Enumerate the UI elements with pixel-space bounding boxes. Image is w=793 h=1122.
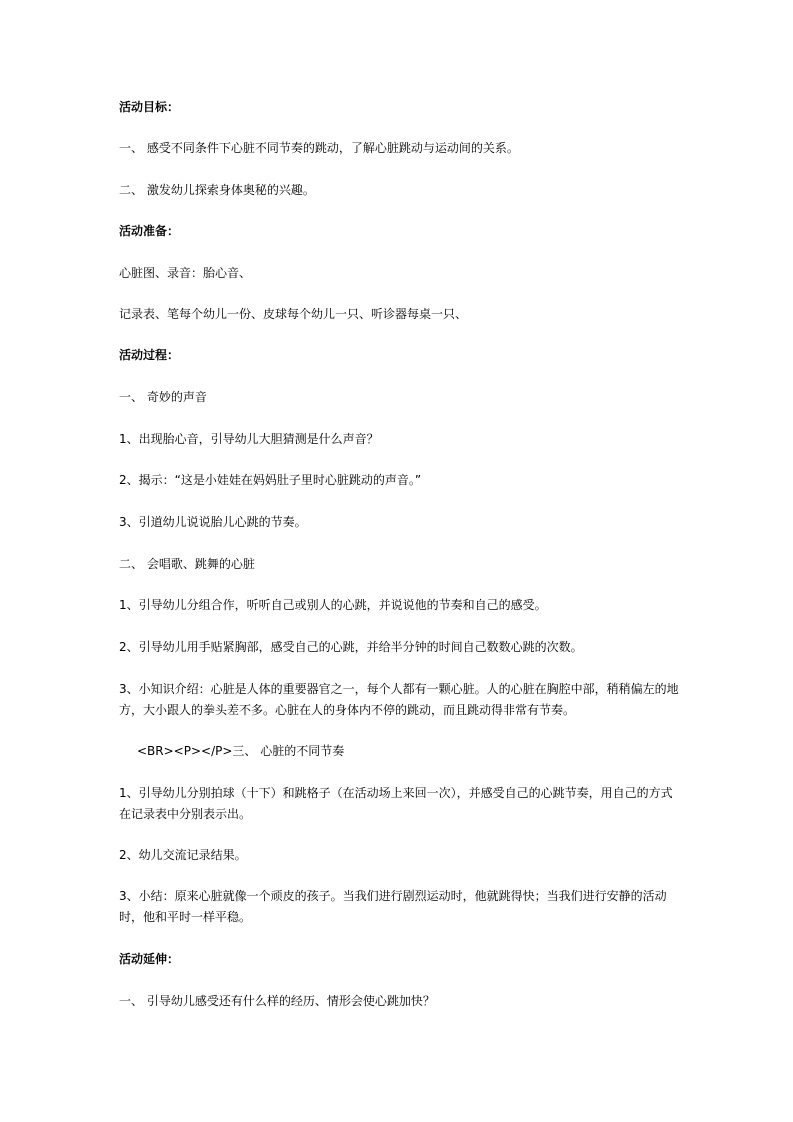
process-heading: 活动过程： [119,348,180,362]
extension-heading: 活动延伸： [119,952,180,966]
section-3-title: <BR><P></P>三、 心脏的不同节奏 [137,744,345,758]
section-2-item-2: 2、引导幼儿用手贴紧胸部，感受自己的心跳，并给半分钟的时间自己数数心跳的次数。 [119,640,583,654]
section-1-item-3: 3、引道幼儿说说胎儿心跳的节奏。 [119,515,307,529]
extension-item-1: 一、 引导幼儿感受还有什么样的经历、情形会使心跳加快？ [119,994,435,1008]
prep-heading: 活动准备： [119,224,180,238]
goal-item-1: 一、 感受不同条件下心脏不同节奏的跳动，了解心脏跳动与运动间的关系。 [119,141,519,155]
goal-item-2: 二、 激发幼儿探索身体奥秘的兴趣。 [119,183,315,197]
section-2-item-3: 3、小知识介绍：心脏是人体的重要器官之一，每个人都有一颗心脏。人的心脏在胸腔中部，稍稍偏左的地方，大小跟人的拳头差不多。心脏在人的身体内不停的跳动，而且跳动得非常有节奏。 [119,682,679,717]
prep-item-1: 心脏图、录音：胎心音、 [119,266,252,280]
section-2-title: 二、 会唱歌、跳舞的心脏 [119,557,255,571]
section-1-item-2: 2、揭示：“这是小娃娃在妈妈肚子里时心脏跳动的声音。” [119,473,422,487]
section-3-item-2: 2、幼儿交流记录结果。 [119,848,247,862]
goal-heading: 活动目标： [119,100,180,114]
prep-item-2: 记录表、笔每个幼儿一份、皮球每个幼儿一只、听诊器每桌一只、 [119,307,468,321]
section-3-item-1: 1、引导幼儿分别拍球（十下）和跳格子（在活动场上来回一次），并感受自己的心跳节奏，用自己的方式在记录表中分别表示出。 [119,786,673,821]
section-3-item-3: 3、小结：原来心脏就像一个顽皮的孩子。当我们进行剧烈运动时，他就跳得快；当我们进行安静的活动时，他和平时一样平稳。 [119,889,667,924]
section-1-item-1: 1、出现胎心音，引导幼儿大胆猜测是什么声音？ [119,432,379,446]
section-2-item-1: 1、引导幼儿分组合作，听听自己或别人的心跳，并说说他的节奏和自己的感受。 [119,598,547,612]
section-1-title: 一、 奇妙的声音 [119,390,207,404]
